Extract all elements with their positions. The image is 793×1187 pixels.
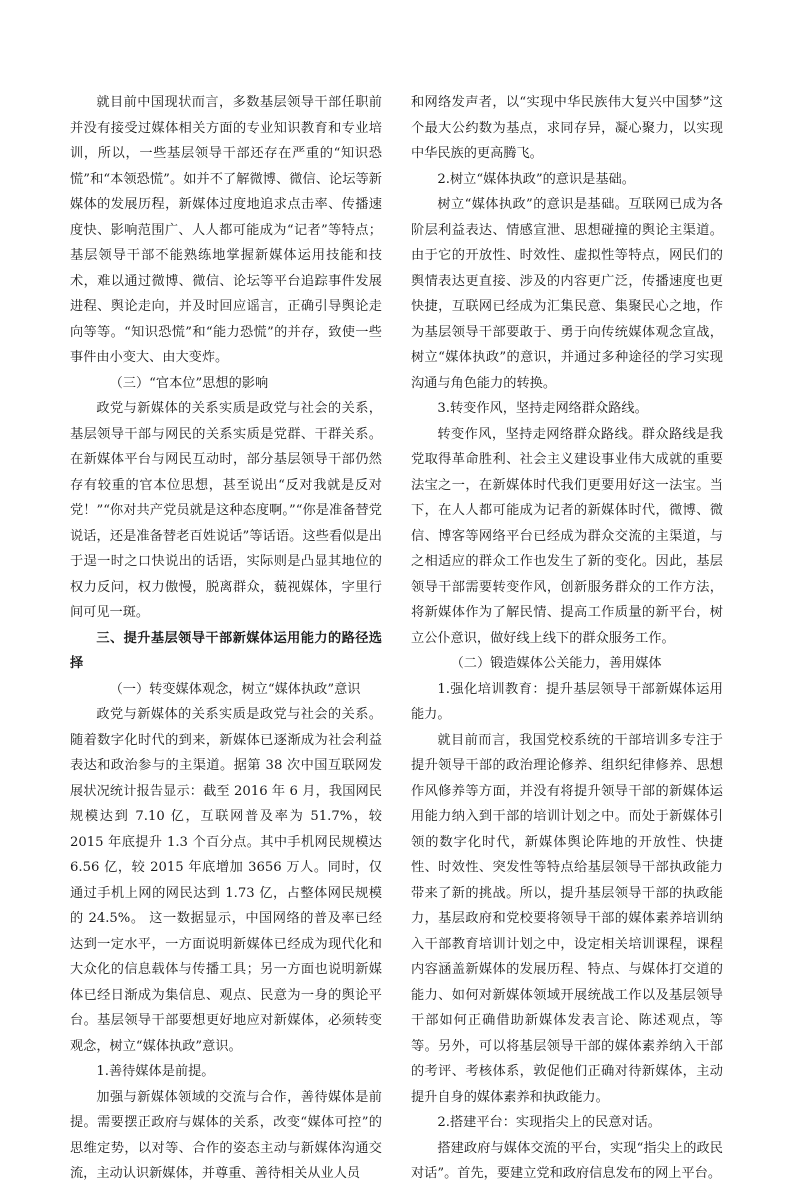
left-column [70,90,382,1181]
subsection-heading: （一）转变媒体观念，树立“媒体执政”意识 [109,681,361,697]
paragraph-continued: 和网络发声者，以“实现中华民族伟大复兴中国梦”这个最大公约数为基点，求同存异，凝心聚力，以实现中华民族的更高腾飞。 [411,95,723,161]
item-heading: 2.搭建平台：实现指尖上的民意对话。 [437,1115,661,1130]
paragraph: 就目前中国现状而言，多数基层领导干部任职前并没有接受过媒体相关方面的专业知识教育和专业培训，所以，一些基层领导干部还存在严重的“知识恐慌”和“本领恐慌”。如并不了解微博、微信、论坛等新媒体的发展历程，新媒体过度地追求点击率、传播速度快、影响范围广、人人都可能成为“记者”等特点；基层领导干部不能熟练地掌握新媒体运用技能和技术，难以通过微博、微信、论坛等平台追踪事件发展进程、舆论走向，并及时回应谣言，正确引导舆论走向等等。“知识恐慌”和“能力恐慌”的并存，致使一些事件由小变大、由大变炸。 [70,95,382,365]
item-heading: 1.善待媒体是前提。 [96,1064,215,1079]
paragraph: 政党与新媒体的关系实质是政党与社会的关系，基层领导干部与网民的关系实质是党群、干群关系。在新媒体平台与网民互动时，部分基层领导干部仍然存有较重的官本位思想，甚至说出“反对我就是反对党！”“你对共产党员就是这种态度啊。”“你是准备替党说话，还是准备替老百姓说话”等话语。这些看似是出于逞一时之口快说出的话语，实际则是凸显其地位的权力反问，权力傲慢，脱离群众，藐视媒体，字里行间可见一斑。 [70,401,382,620]
right-column [411,90,723,1181]
item-heading: 1.强化培训教育：提升基层领导干部新媒体运用能力。 [411,681,723,722]
section-heading: 三、提升基层领导干部新媒体运用能力的路径选择 [70,630,382,671]
item-heading: 3.转变作风，坚持走网络群众路线。 [437,401,648,416]
paragraph: 树立“媒体执政”的意识是基础。互联网已成为各阶层利益表达、情感宣泄、思想碰撞的舆论主渠道。由于它的开放性、时效性、虚拟性等特点，网民们的舆情表达更直接、涉及的内容更广泛，传播速度也更快捷，互联网已经成为汇集民意、集聚民心之地，作为基层领导干部要敢于、勇于向传统媒体观念宣战，树立“媒体执政”的意识，并通过多种途径的学习实现沟通与角色能力的转换。 [411,197,723,391]
paragraph: 搭建政府与媒体交流的平台，实现“指尖上的政民对话”。首先，要建立党和政府信息发布的网上平台。 [411,1140,723,1181]
paragraph: 就目前而言，我国党校系统的干部培训多专注于提升领导干部的政治理论修养、组织纪律修养、思想作风修养等方面，并没有将提升领导干部的新媒体运用能力纳入到干部的培训计划之中。而处于新媒体引领的数字化时代，新媒体舆论阵地的开放性、快捷性、时效性、突发性等特点给基层领导干部执政能力带来了新的挑战。所以，提升基层领导干部的执政能力，基层政府和党校要将领导干部的媒体素养培训纳入干部教育培训计划之中，设定相关培训课程，课程内容涵盖新媒体的发展历程、特点、与媒体打交道的能力、如何对新媒体领域开展统战工作以及基层领导干部如何正确借助新媒体发表言论、陈述观点，等等。另外，可以将基层领导干部的媒体素养纳入干部的考评、考核体系，敦促他们正确对待新媒体，主动提升自身的媒体素养和执政能力。 [411,732,723,1105]
subsection-heading: （二）锻造媒体公关能力，善用媒体 [450,656,662,671]
paragraph: 政党与新媒体的关系实质是政党与社会的关系。随着数字化时代的到来，新媒体已逐渐成为社会利益表达和政治参与的主渠道。据第 38 次中国互联网发展状况统计报告显示：截至 2016 年 6 月，我国网民规模达到 7.10 亿，互联网普及率为 51.7%，较 2015 年底提升 1.3 个百分点。其中手机网民规模达 6.56 亿，较 2015 年底增加 3656 万人。同时，仅通过手机上网的网民达到 1.73 亿，占整体网民规模的 24.5%。 这一数据显示，中国网络的普及率已经达到一定水平，一方面说明新媒体已经成为现代化和大众化的信息载体与传播工具；另一方面也说明新媒体已经日渐成为集信息、观点、民意为一身的舆论平台。基层领导干部要想更好地应对新媒体，必须转变观念，树立“媒体执政”意识。 [70,707,382,1054]
paragraph: 转变作风，坚持走网络群众路线。群众路线是我党取得革命胜利、社会主义建设事业伟大成就的重要法宝之一，在新媒体时代我们更要用好这一法宝。当下，在人人都可能成为记者的新媒体时代，微博、微信、博客等网络平台已经成为群众交流的主渠道，与之相适应的群众工作也发生了新的变化。因此，基层领导干部需要转变作风，创新服务群众的工作方法，将新媒体作为了解民情、提高工作质量的新平台，树立公仆意识，做好线上线下的群众服务工作。 [411,426,723,646]
subsection-heading: （三）“官本位”思想的影响 [109,375,269,391]
paragraph: 加强与新媒体领域的交流与合作，善待媒体是前提。需要摆正政府与媒体的关系，改变“媒体可控”的思维定势，以对等、合作的姿态主动与新媒体沟通交流，主动认识新媒体，并尊重、善待相关从业人员 [70,1089,382,1181]
two-column-body [70,90,723,1181]
item-heading: 2.树立“媒体执政”的意识是基础。 [437,171,635,187]
